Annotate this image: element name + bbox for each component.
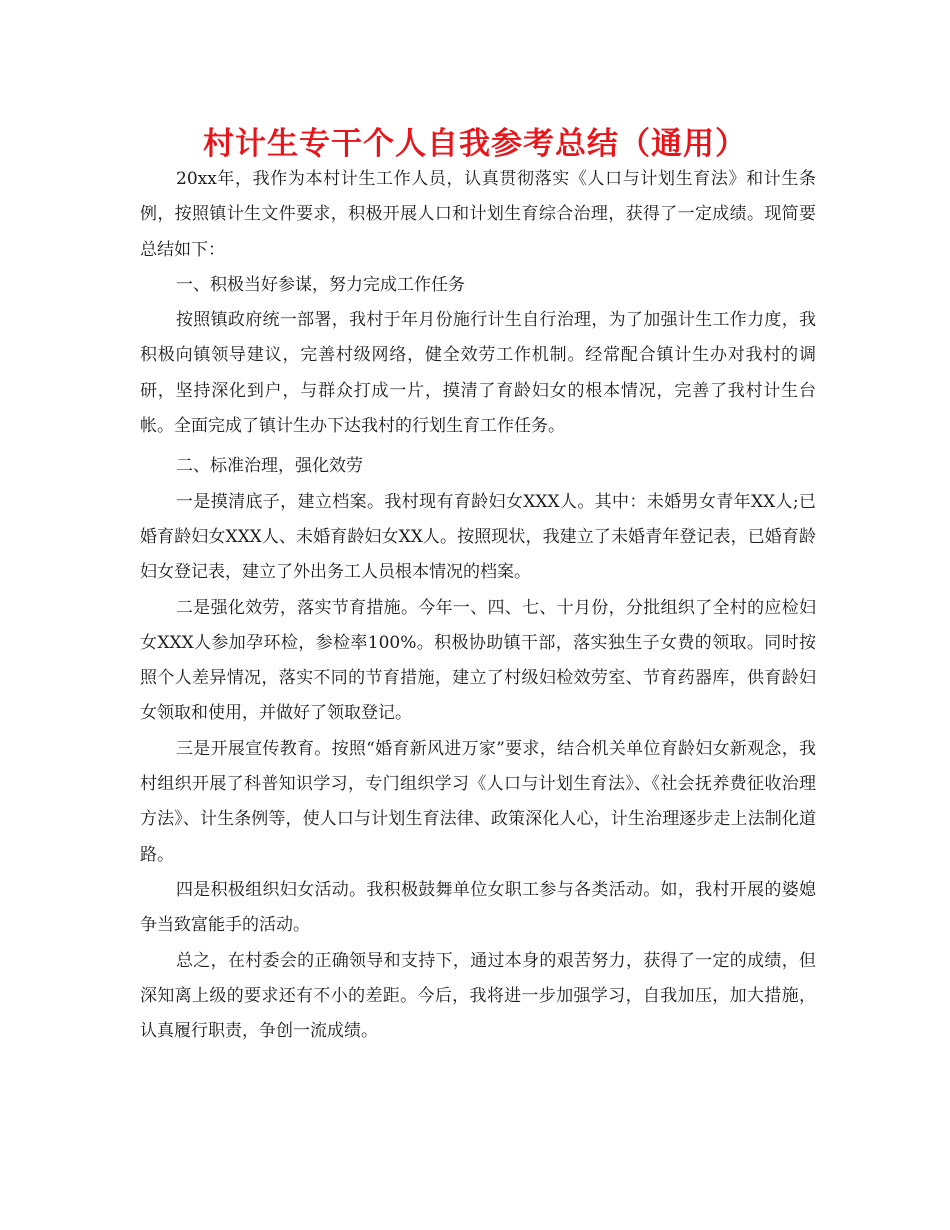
document-title: 村计生专干个人自我参考总结（通用） — [203, 126, 747, 162]
document-body — [140, 162, 816, 1049]
paragraph-intro: 20xx年，我作为本村计生工作人员，认真贯彻落实《人口与计划生育法》和计生条例，按照镇计生文件要求，积极开展人口和计划生育综合治理，获得了一定成绩。现简要总结如下： — [140, 169, 816, 260]
paragraph-item-3: 三是开展宣传教育。按照“婚育新风进万家”要求，结合机关单位育龄妇女新观念，我村组织开展了科普知识学习，专门组织学习《人口与计划生育法》、《社会抚养费征收治理方法》、计生条例等，使人口与计划生育法律、政策深化人心，计生治理逐步走上法制化道路。 — [140, 738, 816, 865]
section-heading-2: 二、标准治理，强化效劳 — [176, 456, 363, 477]
paragraph-conclusion: 总之，在村委会的正确领导和支持下，通过本身的艰苦努力，获得了一定的成绩，但深知离上级的要求还有不小的差距。今后，我将进一步加强学习，自我加压，加大措施，认真履行职责，争创一流成绩。 — [140, 950, 816, 1042]
paragraph-item-1: 一是摸清底子，建立档案。我村现有育龄妇女XXX人。其中：未婚男女青年XX人;已婚育龄妇女XXX人、未婚育龄妇女XX人。按照现状，我建立了未婚青年登记表，已婚育龄妇女登记表，建立了外出务工人员根本情况的档案。 — [140, 491, 816, 583]
paragraph-section-1: 按照镇政府统一部署，我村于年月份施行计生自行治理，为了加强计生工作力度，我积极向镇领导建议，完善村级网络，健全效劳工作机制。经常配合镇计生办对我村的调研，坚持深化到户，与群众打成一片，摸清了育龄妇女的根本情况，完善了我村计生台帐。全面完成了镇计生办下达我村的行划生育工作任务。 — [140, 310, 816, 437]
paragraph-item-4: 四是积极组织妇女活动。我积极鼓舞单位女职工参与各类活动。如，我村开展的婆媳争当致富能手的活动。 — [140, 879, 816, 936]
paragraph-item-2: 二是强化效劳，落实节育措施。今年一、四、七、十月份，分批组织了全村的应检妇女XXX人参加孕环检，参检率100%。积极协助镇干部，落实独生子女费的领取。同时按照个人差异情况，落实不同的节育措施，建立了村级妇检效劳室、节育药器库，供育龄妇女领取和使用，并做好了领取登记。 — [140, 597, 816, 724]
section-heading-1: 一、积极当好参谋，努力完成工作任务 — [176, 274, 465, 295]
